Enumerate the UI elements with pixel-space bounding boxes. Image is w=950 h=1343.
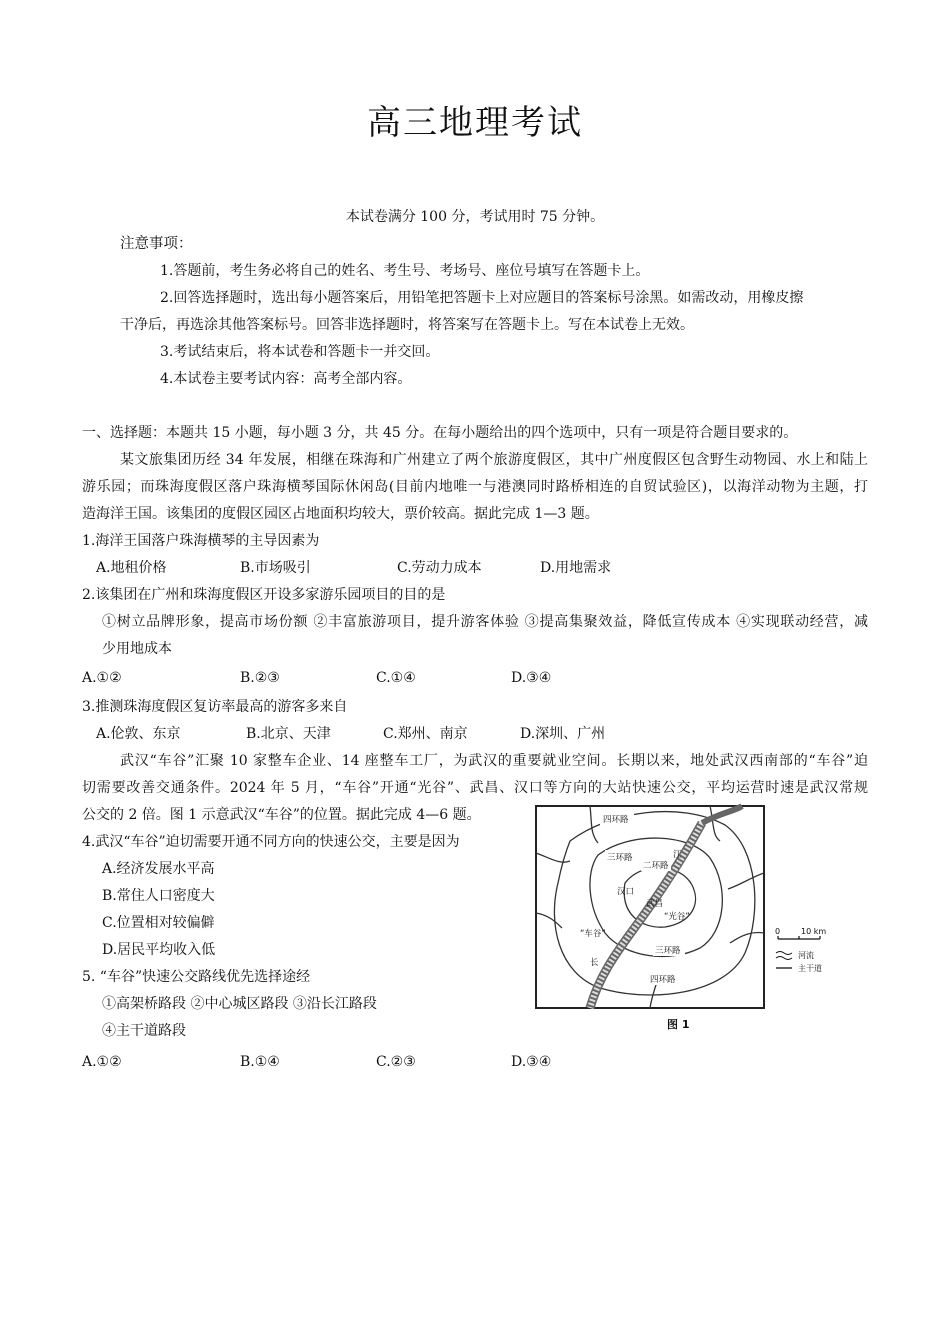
q2-option-c: C.①④ <box>376 670 416 686</box>
q2-option-a: A.①② <box>82 670 122 686</box>
figure-caption: 图 1 <box>667 1018 690 1031</box>
note-1: 1.答题前，考生务必将自己的姓名、考生号、考场号、座位号填写在答题卡上。 <box>160 263 650 279</box>
notes-heading: 注意事项： <box>120 236 193 252</box>
note-2-cont: 干净后，再选涂其他答案标号。回答非选择题时，将答案写在答题卡上。写在本试卷上无效。 <box>120 317 694 333</box>
q5-option-d: D.③④ <box>511 1054 552 1070</box>
q4-option-a: A.经济发展水平高 <box>102 861 215 877</box>
q3-option-a: A.伦敦、东京 <box>96 726 181 742</box>
legend-river-symbol <box>776 952 792 960</box>
q2-statements-cont: 少用地成本 <box>102 641 172 657</box>
q2-stem: 2.该集团在广州和珠海度假区开设多家游乐园项目的目的是 <box>82 587 446 603</box>
label-hankou: 汉口 <box>617 887 635 897</box>
label-third-ring-bottom: 三环路 <box>655 946 681 956</box>
label-river-chang: 长 <box>590 958 599 968</box>
q1-option-a: A.地租价格 <box>96 560 167 576</box>
passage2-line3: 公交的 2 倍。图 1 示意武汉“车谷”的位置。据此完成 4—6 题。 <box>82 807 481 823</box>
q1-stem: 1.海洋王国落户珠海横琴的主导因素为 <box>82 533 320 549</box>
label-fourth-ring-bottom: 四环路 <box>650 975 676 985</box>
q4-option-d: D.居民平均收入低 <box>102 942 216 958</box>
q2-option-d: D.③④ <box>511 670 552 686</box>
figure-1-map <box>530 803 870 1035</box>
q2-statements: ①树立品牌形象，提高市场份额 ②丰富旅游项目，提升游客体验 ③提高集聚效益，降低宣传成本 ④实现联动经营，减 <box>102 614 868 630</box>
label-river-jiang: 江 <box>673 850 682 860</box>
passage2-line2: 切需要改善交通条件。2024 年 5 月，“车谷”开通“光谷”、武昌、汉口等方向的大站快速公交，平均运营时速是武汉常规 <box>82 780 868 796</box>
passage2-line1: 武汉“车谷”汇聚 10 家整车企业、14 座整车工厂，为武汉的重要就业空间。长期以来，地处武汉西南部的“车谷”迫 <box>120 753 868 769</box>
q5-option-c: C.②③ <box>376 1054 416 1070</box>
page-title: 高三地理考试 <box>367 103 583 143</box>
q5-option-a: A.①② <box>82 1054 122 1070</box>
legend-road-label: 主干道 <box>798 964 822 973</box>
passage1-line2: 游乐园；而珠海度假区落户珠海横琴国际休闲岛(目前内地唯一与港澳同时路桥相连的自贸试验区)，以海洋动物为主题，打 <box>82 479 868 495</box>
q5-stem: 5. “车谷”快速公交路线优先选择途经 <box>82 969 311 985</box>
q3-option-c: C.郑州、南京 <box>383 726 468 742</box>
note-3: 3.考试结束后，将本试卷和答题卡一并交回。 <box>160 344 440 360</box>
label-chegu: “车谷” <box>580 929 606 939</box>
exam-info: 本试卷满分 100 分，考试用时 75 分钟。 <box>345 209 605 225</box>
section-heading: 一、选择题：本题共 15 小题，每小题 3 分，共 45 分。在每小题给出的四个选项中，只有一项是符合题目要求的。 <box>82 425 798 441</box>
label-fourth-ring-top: 四环路 <box>603 815 629 825</box>
q5-option-b: B.①④ <box>240 1054 280 1070</box>
note-4: 4.本试卷主要考试内容：高考全部内容。 <box>160 371 412 387</box>
scale-distance: 10 km <box>801 927 827 936</box>
q3-option-d: D.深圳、广州 <box>520 726 606 742</box>
label-guanggu: “光谷” <box>664 912 690 922</box>
q1-option-d: D.用地需求 <box>540 560 612 576</box>
label-second-ring: 二环路 <box>643 861 669 871</box>
q1-option-c: C.劳动力成本 <box>397 560 482 576</box>
legend-river-label: 河流 <box>798 951 814 960</box>
q4-stem: 4.武汉“车谷”迫切需要开通不同方向的快速公交，主要是因为 <box>82 834 460 850</box>
scale-zero: 0 <box>775 927 781 936</box>
q3-stem: 3.推测珠海度假区复访率最高的游客多来自 <box>82 699 348 715</box>
passage1-line3: 造海洋王国。该集团的度假区园区占地面积均较大，票价较高。据此完成 1—3 题。 <box>82 506 599 522</box>
q5-statements-cont: ④主干道路段 <box>102 1023 186 1039</box>
label-third-ring: 三环路 <box>607 853 633 863</box>
passage1-line1: 某文旅集团历经 34 年发展，相继在珠海和广州建立了两个旅游度假区，其中广州度假区包含野生动物园、水上和陆上 <box>120 452 868 468</box>
q1-option-b: B.市场吸引 <box>240 560 311 576</box>
q5-statements: ①高架桥路段 ②中心城区路段 ③沿长江路段 <box>102 996 377 1012</box>
q3-option-b: B.北京、天津 <box>246 726 331 742</box>
note-2: 2.回答选择题时，选出每小题答案后，用铅笔把答题卡上对应题目的答案标号涂黑。如需改动，用橡皮擦 <box>160 290 804 306</box>
q2-option-b: B.②③ <box>240 670 280 686</box>
q4-option-b: B.常住人口密度大 <box>102 888 215 904</box>
q4-option-c: C.位置相对较偏僻 <box>102 915 215 931</box>
label-wuchang: 武昌 <box>646 899 664 909</box>
